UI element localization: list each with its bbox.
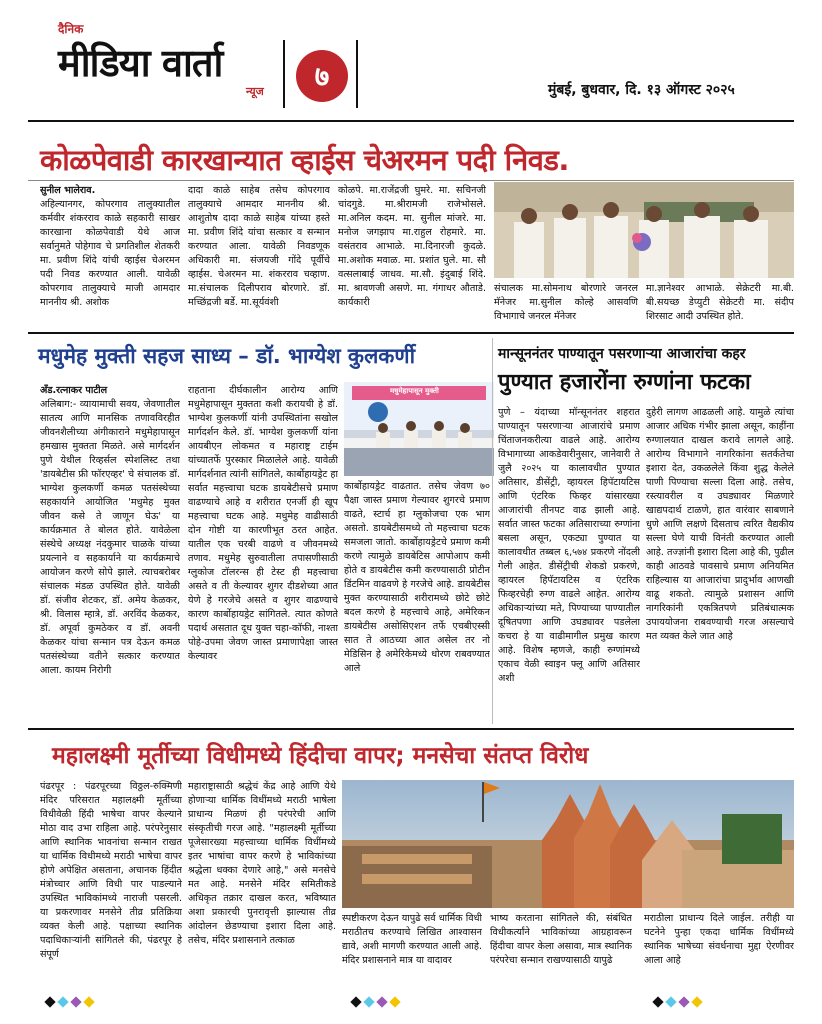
decorative-dots bbox=[654, 998, 701, 1006]
article2-text: अलिबाग:- व्यायामाची सवय, जेवणातील सातत्य आणि मानसिक तणावविरहीत जीवनशैलीच्या अंगीकाराने मधुमेहापासून हमखास मुक्तता मिळते. असे मार्गदर्शन पुणे येथील रिव्हर्सल स्पेशलिस्ट तथा 'डायबेटीस फ्री फॉरएव्हर' चे संचालक डॉ. भाग्येश कुलकर्णी कमळ पतसंस्थेच्या सहकार्याने आयोजित 'मधुमेह मुक्त जीवन कसे ते जाणून घेऊ' या कार्यक्रमात ते बोलत होते. यावेळेला संस्थेचे अध्यक्ष नंदकुमार चाळके यांच्या प्रयत्नाने व सहकार्याने या कार्यक्रमाचे आयोजन करणे सोपे झाले. त्याचबरोबर संचालक मंडळ उपस्थित होते. यावेळी डॉ. संजीव शेटकर, डॉ. अमेय केळकर, श्री. विलास म्हात्रे, डॉ. अरविंद केळकर, डॉ. अपूर्वा कुमठेकर व डॉ. अवनी केळकर यांचा सन्मान पत्र देऊन कमळ पतसंस्थेच्या वतीने सत्कार करण्यात आला. कायम निरोगी bbox=[40, 399, 180, 676]
seminar-photo bbox=[344, 382, 494, 476]
diamond-icon bbox=[678, 996, 689, 1007]
article1-column-1 bbox=[40, 184, 180, 326]
article4-column-5: मराठीला प्राधान्य दिले जाईल. तरीही या घटनेने पुन्हा एकदा धार्मिक विधींमध्ये स्थानिक भाषेच्या संवर्धनाचा मुद्दा ऐरणीवर आला आहे bbox=[644, 913, 794, 966]
diamond-icon bbox=[665, 996, 676, 1007]
diamond-icon bbox=[57, 996, 68, 1007]
article1-column-3: कोळपे. मा.राजेंद्रजी घुमरे. मा. सचिनजी चांदगुडे. मा.श्रीरामजी राजेभोसले. मा.अनिल कदम. मा. सुनील मांजरे. मा. मनोज जगझाप मा.राहुल रोहमारे. मा. वसंतराव आभाळे. मा.दिनारजी कुदळे. मा.अशोक मवाळ. मा. प्रशांत घुले. मा. सौ वत्सलाबाई जाधव. मा.सौ. इंदुबाई शिंदे. मा. श्रावणजी असणे. मा. गंगाधर औताडे. कार्यकारी bbox=[338, 185, 486, 308]
section-divider bbox=[28, 180, 794, 181]
article1-caption-left: संचालक मा.सोमनाथ बोरणारे जनरल मॅनेजर मा.सुनील कोल्हे आसवणि विभागाचे जनरल मॅनेजर bbox=[494, 283, 638, 322]
masthead-divider bbox=[356, 40, 358, 108]
article4-column-3: स्पष्टीकरण देऊन यापुढे सर्व धार्मिक विधी मराठीतच करण्याचे लिखित आश्वासन द्यावे, अशी मागणी करण्यात आली आहे. मंदिर प्रशासनाने मात्र या वादावर bbox=[342, 913, 482, 966]
article2-column-2: राहताना दीर्घकालीन आरोग्य आणि मधुमेहापासून मुक्तता कशी करायची हे डॉ. भाग्येश कुलकर्णी यांनी उपस्थितांना सखोल मार्गदर्शन केले. डॉ. भाग्येश कुलकर्णी यांना आयबीएन लोकमत व महाराष्ट्र टाईम यांच्यातर्फे पुरस्कार मिळालेले आहे. यावेळी मार्गदर्शनात त्यांनी सांगितले, कार्बोहायड्रेट हा सर्वात महत्त्वाचा घटक डायबेटीसचे प्रमाण वाढण्याचे आहे व शरीरात एनर्जी ही खूप महत्त्वाचा घटक आहे. मधुमेह वाढीसाठी दोन गोष्टी या कारणीभूत ठरत आहेत. यातील एक चरबी वाढणे व जीवनमध्ये तणाव. मधुमेह सुरुवातीला तपासणीसाठी ग्लुकोज टॉलरन्स ही टेस्ट ही महत्त्वाचा असते व ती केल्यावर शुगर दीडशेच्या आत येणे हे गरजेचे असते व शुगर वाढण्याचे कारण कार्बोहायड्रेट सांगितले. त्यात कोणते पदार्थ असतात दूध युक्त चहा-कॉफी, नाश्ता पोहे-उपमा जेवण जास्त प्रमाणापेक्षा जास्त केल्यावर bbox=[188, 385, 338, 662]
banner-text: मधुमेहापासून मुक्ती bbox=[390, 387, 439, 395]
article4-headline: महालक्ष्मी मूर्तीच्या विधीमध्ये हिंदीचा वापर; मनसेचा संतप्त विरोध bbox=[52, 743, 589, 769]
article1-headline: कोळपेवाडी कारखान्यात व्हाईस चेअरमन पदी निवड. bbox=[40, 143, 569, 177]
diamond-icon bbox=[652, 996, 663, 1007]
diamond-icon bbox=[83, 996, 94, 1007]
article2-column-3: कार्बोहायड्रेट वाढतात. तसेच जेवण ७० पैक्षा जास्त प्रमाण गेल्यावर शुगरचे प्रमाण वाढते, स्टार्च हा ग्लुकोजचा एक भाग असतो. डायबेटीसमध्ये तो महत्त्वाचा घटक समजला जातो. कार्बोहायड्रेटचे प्रमाण कमी करणे त्यामुळे डायबेटिस आपोआप कमी होते व डायबेटीस कमी करण्यासाठी प्रोटीन डिंटमिन वाढवणे हे गरजेचे आहे. डायबेटीस मुक्त करण्यासाठी शरीरामध्ये छोटे छोटे बदल करणे हे महत्त्वाचे आहे, अमेरिकन डायबेटीस असोसिएशन तर्फे एचबीएस्सी सात ते आठच्या आत असेल तर नो मेडिसिन हे अमेरिकेमध्ये धोरण राबवण्यात आले bbox=[344, 481, 490, 674]
article4-column-4: भाष्य करताना सांगितले की, संबंधित विधीकर्त्यांने भाविकांच्या आग्रहावरून हिंदीचा वापर केला असावा, मात्र स्थानिक परंपरेचा सन्मान राखण्यासाठी यापुढे bbox=[490, 913, 632, 966]
article2-photo bbox=[344, 382, 494, 476]
felicitation-photo bbox=[494, 182, 794, 278]
masthead-rule bbox=[28, 120, 794, 122]
article1-text: अहिल्यानगर, कोपरगाव तालुक्यातील कर्मवीर शंकरराव काळे सहकारी साखर कारखाना कोळपेवाडी येथे आज सर्वानुमते पोहेगाव चे प्रगतिशील शेतकरी मा. प्रवीण शिंदे यांची व्हाईस चेअरमन पदी निवड करण्यात आली. यावेळी कोपरगाव तालुक्याचे माजी आमदार माननीय श्री. अशोक bbox=[40, 199, 180, 308]
article2-byline: अँड.रत्नाकर पाटील bbox=[40, 385, 108, 396]
column-separator bbox=[492, 338, 493, 724]
article1-column-2: दादा काळे साहेब तसेच कोपरगाव तालुक्याचे आमदार माननीय श्री. आशुतोष दादा काळे साहेब यांच्या हस्ते मा. प्रवीण शिंदे यांचा सत्कार व सन्मान करण्यात आला. यावेळी निवडणूक अधिकारी मा. संजयजी गोंदे पूर्वीचे व्हाईस. चेअरमन मा. शंकरराव चव्हाण. मा.संचालक दिलीपराव बोरणारे. डॉ. मच्छिंद्रजी बर्डे. मा.सूर्यवंशी bbox=[188, 185, 330, 308]
section-rule bbox=[28, 332, 794, 334]
decorative-dots bbox=[352, 998, 399, 1006]
article2-headline: मधुमेह मुक्ती सहज साध्य – डॉ. भाग्येश कुलकर्णी bbox=[38, 344, 416, 368]
diamond-icon bbox=[376, 996, 387, 1007]
article2-column-1 bbox=[40, 384, 180, 724]
page-number-badge: ७ bbox=[296, 50, 348, 102]
masthead-suffix: न्यूज bbox=[246, 85, 264, 98]
article3-column-2: दुहेरी लागण आढळली आहे. यामुळे त्यांचा आजार अधिक गंभीर झाला असून, काहींना रुग्णालयात दाखल करावे लागले आहे. आरोग्य विभागाने नागरिकांना सतर्कतेचा इशारा देत, उकळलेले किंवा शुद्ध केलेले पाणी पिण्याचा सल्ला दिला आहे. तसेच, रस्त्यावरील व उघड्यावर मिळणारे खाद्यपदार्थ टाळणे, हात वारंवार साबणाने धुणे आणि लक्षणे दिसताच त्वरित वैद्यकीय सल्ला घेणे याची विनंती करण्यात आली आहे. तज्ज्ञांनी इशारा दिला आहे की, पुढील काही आठवडे पावसाचे प्रमाण अनियमित राहिल्यास या आजारांचा प्रादुर्भाव आणखी वाढू शकतो. त्यामुळे प्रशासन आणि नागरिकांनी एकत्रितपणे प्रतिबंधात्मक उपाययोजना राबवण्याची गरज असल्याचे मत व्यक्त केले जात आहे bbox=[646, 407, 794, 642]
masthead-prefix: दैनिक bbox=[58, 22, 84, 36]
masthead-divider bbox=[283, 40, 285, 108]
diamond-icon bbox=[389, 996, 400, 1007]
dateline: मुंबई, बुधवार, दि. १३ ऑगस्ट २०२५ bbox=[548, 82, 735, 98]
article3-column-1: पुणे – यंदाच्या मॉन्सूननंतर शहरात पाण्यातून पसरणाऱ्या आजारांचे प्रमाण चिंताजनकरीत्या वाढले आहे. आरोग्य विभागाच्या आकडेवारीनुसार, जानेवारी ते जुलै २०२५ या कालावधीत पुण्यात अतिसार, डीसेंट्री, व्हायरल हिपॅटायटिस आणि एंटरिक फिव्हर यांसारख्या आजारांची तीनपट वाढ झाली आहे. सर्वात जास्त फटका अतिसाराच्या रुग्णांना बसला असून, एकट्या पुण्यात या कालावधीत तब्बल ६,५७४ प्रकरणे नोंदली गेली आहेत. डीसेंट्रीची शेकडो प्रकरणे, व्हायरल हिपॅटायटिस व एंटरिक फिव्हरचेही रुग्ण वाढले आहेत. आरोग्य अधिकाऱ्यांच्या मते, पिण्याच्या पाण्यातील दूषितपणा आणि उघड्यावर पडलेला कचरा हे या वाढीमागील प्रमुख कारण आहे. विशेष म्हणजे, काही रुग्णांमध्ये एकाच वेळी स्वाइन फ्लू आणि अतिसार अशी bbox=[498, 407, 640, 684]
article4-photo bbox=[342, 780, 794, 908]
decorative-dots bbox=[46, 998, 93, 1006]
article1-photo bbox=[494, 182, 794, 278]
temple-photo bbox=[342, 780, 794, 908]
article3-headline: पुण्यात हजारोंना रुग्णांना फटका bbox=[498, 370, 751, 395]
diamond-icon bbox=[691, 996, 702, 1007]
article1-byline: सुनील भालेराव. bbox=[40, 185, 96, 196]
section-rule bbox=[28, 728, 794, 730]
diamond-icon bbox=[363, 996, 374, 1007]
diamond-icon bbox=[350, 996, 361, 1007]
diamond-icon bbox=[44, 996, 55, 1007]
masthead-title: मीडिया वार्ता bbox=[58, 41, 223, 85]
article3-kicker: मान्सूननंतर पाण्यातून पसरणाऱ्या आजारांचा कहर bbox=[498, 346, 746, 362]
article1-caption-right: मा.ज्ञानेश्वर आभाळे. सेक्रेटरी मा.बी. बी.सयच्छ डेप्युटी सेक्रेटरी मा. संदीप शिरसाट आदी उपस्थित होते. bbox=[646, 283, 794, 322]
article4-column-1: पंढरपूर : पंढरपूरच्या विठ्ठल-रुक्मिणी मंदिर परिसरात महालक्ष्मी मूर्तीच्या विधीवेळी हिंदी भाषेचा वापर केल्याने मोठा वाद उभा राहिला आहे. परंपरेनुसार आणि स्थानिक भावनांचा सन्मान राखत या धार्मिक विधीमध्ये मराठी भाषेचा वापर होणे अपेक्षित असताना, अचानक हिंदीत मंत्रोच्चार आणि विधी पार पाडल्याने उपस्थित भाविकांमध्ये नाराजी पसरली. या प्रकरणावर मनसेने तीव्र प्रतिक्रिया व्यक्त केली आहे. पक्षाच्या स्थानिक पदाधिकाऱ्यांनी सांगितले की, पंढरपूर हे संपूर्ण bbox=[40, 781, 182, 960]
article4-column-2: महाराष्ट्रासाठी श्रद्धेचं केंद्र आहे आणि येथे होणाऱ्या धार्मिक विधींमध्ये मराठी भाषेला प्राधान्य मिळणं ही परंपरेची आणि संस्कृतीची गरज आहे. "महालक्ष्मी मूर्तीच्या पूजेसारख्या महत्त्वाच्या धार्मिक विधींमध्ये इतर भाषांचा वापर करणे हे भाविकांच्या श्रद्धेला धक्का देणारे आहे," असे मनसेचे मत आहे. मनसेने मंदिर समितीकडे अधिकृत तक्रार दाखल करत, भविष्यात अशा प्रकारची पुनरावृत्ती झाल्यास तीव्र आंदोलन छेडण्याचा इशारा दिला आहे. तसेच, मंदिर प्रशासनाने तत्काळ bbox=[188, 781, 336, 946]
diamond-icon bbox=[70, 996, 81, 1007]
